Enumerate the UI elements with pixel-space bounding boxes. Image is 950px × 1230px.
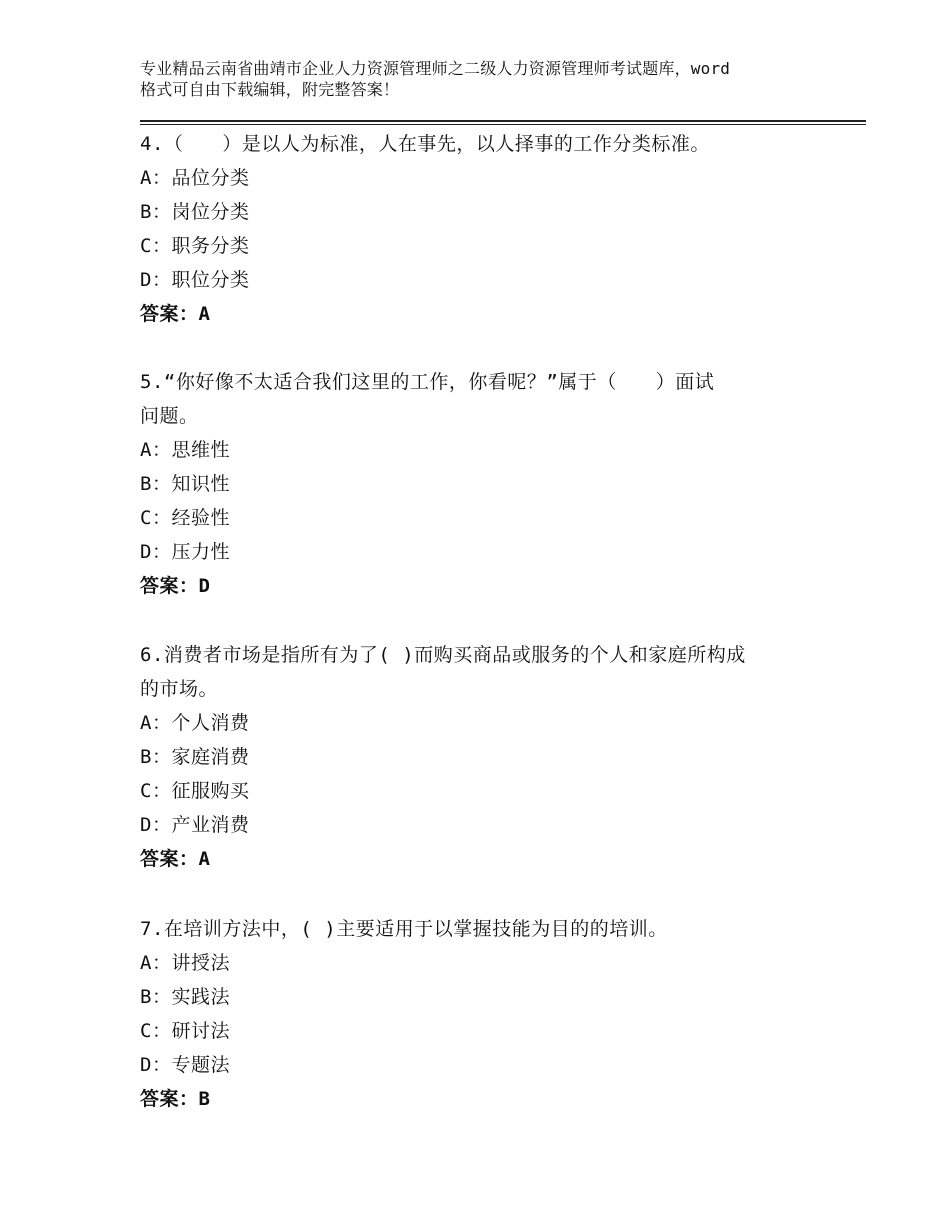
answer-value: A — [198, 303, 211, 325]
option-c: C：职务分类 — [140, 235, 250, 257]
option-b: B：实践法 — [140, 986, 230, 1008]
option-a: A：讲授法 — [140, 952, 230, 974]
answer-line — [140, 297, 830, 331]
question-6 — [140, 638, 830, 876]
answer-line — [140, 842, 830, 876]
option-d: D：压力性 — [140, 541, 230, 563]
option-c: C：征服购买 — [140, 780, 250, 802]
question-7 — [140, 912, 830, 1116]
option-b: B：知识性 — [140, 473, 230, 495]
header-divider-thick — [140, 120, 866, 122]
answer-label: 答案： — [140, 303, 199, 325]
answer-value: B — [198, 1088, 211, 1110]
option-a: A：个人消费 — [140, 712, 250, 734]
option-b: B：家庭消费 — [140, 746, 250, 768]
option-b: B：岗位分类 — [140, 201, 250, 223]
option-c: C：经验性 — [140, 507, 230, 529]
header-divider-thin — [140, 124, 866, 125]
question-4 — [140, 127, 830, 331]
answer-label: 答案： — [140, 1088, 199, 1110]
option-d: D：专题法 — [140, 1054, 230, 1076]
answer-value: D — [198, 575, 211, 597]
header-title-line-2: 格式可自由下载编辑，附完整答案！ — [140, 80, 400, 99]
question-stem: 7.在培训方法中，( )主要适用于以掌握技能为目的的培训。 — [140, 918, 668, 940]
header-title-line-1: 专业精品云南省曲靖市企业人力资源管理师之二级人力资源管理师考试题库，word — [140, 59, 731, 78]
answer-label: 答案： — [140, 575, 199, 597]
question-stem-line-2: 问题。 — [140, 405, 199, 427]
question-stem: 4.（ ）是以人为标准，人在事先，以人择事的工作分类标准。 — [140, 133, 710, 155]
option-a: A：思维性 — [140, 439, 230, 461]
answer-line — [140, 569, 830, 603]
document-header — [140, 58, 830, 100]
answer-line — [140, 1082, 830, 1116]
option-a: A：品位分类 — [140, 167, 250, 189]
question-stem-line-1: 5.“你好像不太适合我们这里的工作，你看呢？”属于（ ）面试 — [140, 371, 715, 393]
option-d: D：产业消费 — [140, 814, 250, 836]
option-d: D：职位分类 — [140, 269, 250, 291]
answer-value: A — [198, 848, 211, 870]
question-stem-line-2: 的市场。 — [140, 678, 219, 700]
answer-label: 答案： — [140, 848, 199, 870]
question-stem-line-1: 6.消费者市场是指所有为了( )而购买商品或服务的个人和家庭所构成 — [140, 644, 746, 666]
option-c: C：研讨法 — [140, 1020, 230, 1042]
question-5 — [140, 365, 830, 603]
